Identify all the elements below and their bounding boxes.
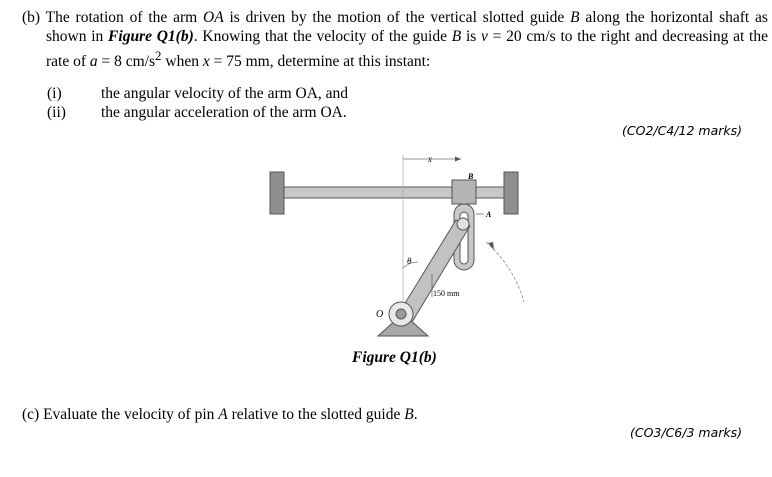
question-b xyxy=(22,8,768,71)
marks-b: (CO2/C4/12 marks) xyxy=(622,123,742,138)
question-b-label: (b) xyxy=(22,9,41,26)
question-b-text: The rotation of the arm OA is driven by the motion of the vertical slotted guide B along the horizontal shaft as shown in Figure Q1(b). Knowing that the velocity of the guide B is v = 20 cm/s to the right and decreasing at the rate of a = 8 $cm/s^2$ when x = 75 mm, determine at this instant: xyxy=(45,9,768,71)
x-label: x xyxy=(428,154,432,164)
sub-question-ii-text: the angular acceleration of the arm OA. xyxy=(101,104,347,121)
question-c-label: (c) xyxy=(22,406,40,423)
x-dimension-arrow xyxy=(455,157,461,162)
label-a: A xyxy=(486,210,492,219)
sub-question-i-text: the angular velocity of the arm OA, and xyxy=(101,85,349,102)
question-c-text: Evaluate the velocity of pin A relative to the slotted guide B. xyxy=(43,406,418,423)
arc-arrow xyxy=(488,242,494,250)
sub-question-ii-number: (ii) xyxy=(47,104,66,121)
guide-collar xyxy=(452,180,476,204)
question-c xyxy=(22,405,768,424)
sub-question-i-number: (i) xyxy=(47,85,62,102)
right-shaft-support xyxy=(504,172,518,214)
pivot-pin xyxy=(396,309,406,319)
left-shaft-support xyxy=(270,172,284,214)
label-o: O xyxy=(376,309,384,320)
figure-caption: Figure Q1(b) xyxy=(352,349,437,366)
pin-a xyxy=(457,218,469,230)
label-b: B xyxy=(468,172,474,181)
marks-c: (CO3/C6/3 marks) xyxy=(629,425,742,440)
theta-label: θ xyxy=(407,256,412,266)
sub-question-i xyxy=(47,84,348,103)
path-of-pin-a xyxy=(486,242,524,302)
sub-question-ii xyxy=(47,103,347,122)
length-label: 150 mm xyxy=(433,289,460,298)
mechanism-figure xyxy=(260,150,530,350)
